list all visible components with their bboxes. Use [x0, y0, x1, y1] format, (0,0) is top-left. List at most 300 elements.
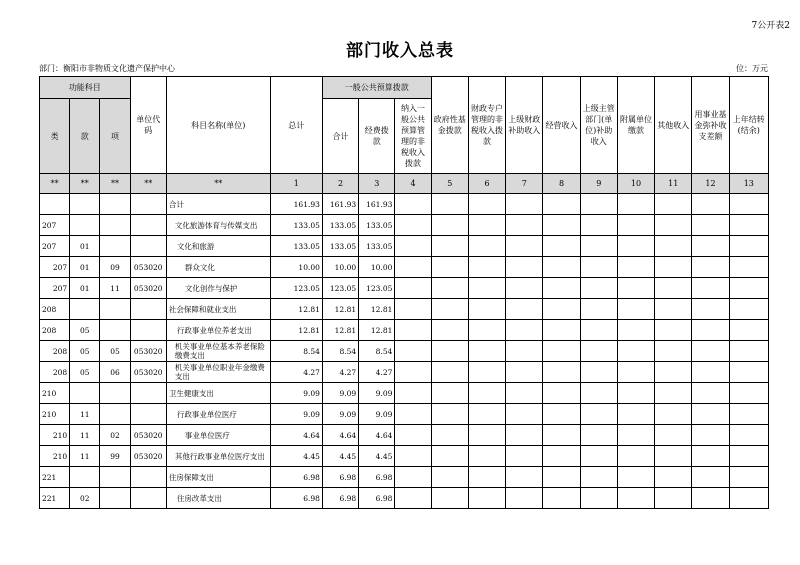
row-unit-code-cell	[130, 383, 166, 404]
header-func-subject: 功能科目	[40, 77, 131, 99]
table-row	[40, 467, 769, 488]
row-empty-cell	[468, 257, 505, 278]
row-empty-cell	[692, 488, 729, 509]
header-unit-code: 单位代码	[130, 77, 166, 174]
row-lei-cell: 210	[40, 425, 70, 446]
row-operating-funds-cell: 133.05	[359, 215, 395, 236]
row-empty-cell	[543, 278, 580, 299]
row-empty-cell	[395, 488, 431, 509]
column-code: **	[166, 174, 270, 194]
row-subtotal-cell: 6.98	[322, 488, 358, 509]
row-empty-cell	[580, 257, 617, 278]
row-empty-cell	[617, 236, 654, 257]
row-empty-cell	[468, 341, 505, 362]
row-lei-cell: 208	[40, 299, 70, 320]
row-empty-cell	[468, 362, 505, 383]
column-code: 2	[322, 174, 358, 194]
row-empty-cell	[506, 362, 543, 383]
row-xiang-cell	[100, 299, 130, 320]
row-empty-cell	[395, 341, 431, 362]
row-empty-cell	[617, 341, 654, 362]
row-operating-funds-cell: 10.00	[359, 257, 395, 278]
row-empty-cell	[468, 467, 505, 488]
header-fiscal-special: 财政专户管理的非税收入拨款	[468, 77, 505, 174]
row-empty-cell	[692, 236, 729, 257]
row-empty-cell	[655, 383, 692, 404]
row-empty-cell	[617, 278, 654, 299]
row-unit-code-cell	[130, 488, 166, 509]
row-unit-code-cell	[130, 467, 166, 488]
row-total-cell: 6.98	[270, 467, 322, 488]
row-subtotal-cell: 133.05	[322, 215, 358, 236]
row-subtotal-cell: 12.81	[322, 299, 358, 320]
row-empty-cell	[468, 278, 505, 299]
row-empty-cell	[506, 320, 543, 341]
row-unit-code-cell	[130, 404, 166, 425]
row-subject-name-cell: 住房改革支出	[166, 488, 270, 509]
row-empty-cell	[543, 299, 580, 320]
column-code: **	[70, 174, 100, 194]
row-total-cell: 10.00	[270, 257, 322, 278]
row-empty-cell	[395, 299, 431, 320]
row-kuan-cell	[70, 194, 100, 215]
row-empty-cell	[506, 236, 543, 257]
table-row	[40, 446, 769, 467]
table-row	[40, 320, 769, 341]
header-total: 总计	[270, 77, 322, 174]
row-empty-cell	[543, 215, 580, 236]
row-empty-cell	[617, 488, 654, 509]
row-subject-name-cell: 事业单位医疗	[166, 425, 270, 446]
header-carryover: 上年结转(结余)	[729, 77, 768, 174]
row-empty-cell	[655, 362, 692, 383]
table-row	[40, 341, 769, 362]
row-empty-cell	[655, 236, 692, 257]
row-empty-cell	[395, 383, 431, 404]
row-empty-cell	[395, 194, 431, 215]
table-row	[40, 425, 769, 446]
row-unit-code-cell: 053020	[130, 341, 166, 362]
table-row	[40, 194, 769, 215]
row-empty-cell	[655, 194, 692, 215]
table-row	[40, 278, 769, 299]
row-kuan-cell	[70, 215, 100, 236]
row-empty-cell	[431, 194, 468, 215]
row-empty-cell	[543, 362, 580, 383]
row-empty-cell	[506, 404, 543, 425]
row-lei-cell: 207	[40, 236, 70, 257]
row-empty-cell	[692, 383, 729, 404]
row-empty-cell	[617, 446, 654, 467]
row-kuan-cell: 01	[70, 257, 100, 278]
row-empty-cell	[431, 341, 468, 362]
row-lei-cell: 207	[40, 257, 70, 278]
row-empty-cell	[543, 488, 580, 509]
column-code: 8	[543, 174, 580, 194]
row-lei-cell: 208	[40, 362, 70, 383]
row-empty-cell	[617, 194, 654, 215]
row-empty-cell	[617, 404, 654, 425]
row-total-cell: 9.09	[270, 404, 322, 425]
row-lei-cell: 210	[40, 383, 70, 404]
row-unit-code-cell: 053020	[130, 362, 166, 383]
row-empty-cell	[580, 383, 617, 404]
row-empty-cell	[617, 215, 654, 236]
row-kuan-cell: 05	[70, 362, 100, 383]
row-operating-funds-cell: 4.27	[359, 362, 395, 383]
row-operating-funds-cell: 6.98	[359, 488, 395, 509]
column-code: 13	[729, 174, 768, 194]
row-empty-cell	[617, 467, 654, 488]
row-empty-cell	[506, 383, 543, 404]
row-xiang-cell: 11	[100, 278, 130, 299]
row-total-cell: 4.45	[270, 446, 322, 467]
row-lei-cell: 207	[40, 215, 70, 236]
row-empty-cell	[543, 404, 580, 425]
table-body	[40, 194, 769, 509]
row-empty-cell	[692, 467, 729, 488]
row-empty-cell	[580, 404, 617, 425]
row-empty-cell	[506, 299, 543, 320]
income-summary-table	[39, 76, 769, 509]
column-code: 5	[431, 174, 468, 194]
row-empty-cell	[580, 236, 617, 257]
row-empty-cell	[617, 362, 654, 383]
table-row	[40, 215, 769, 236]
row-lei-cell: 208	[40, 320, 70, 341]
row-empty-cell	[692, 299, 729, 320]
header-nontax-fiscal: 纳入一般公共预算管理的非税收入拨款	[395, 99, 431, 174]
row-empty-cell	[617, 383, 654, 404]
header-operating-income: 经营收入	[543, 77, 580, 174]
row-empty-cell	[543, 320, 580, 341]
header-superior-subsidy: 上级财政补助收入	[506, 77, 543, 174]
row-empty-cell	[580, 467, 617, 488]
row-empty-cell	[395, 278, 431, 299]
row-empty-cell	[506, 341, 543, 362]
row-empty-cell	[431, 488, 468, 509]
row-empty-cell	[543, 257, 580, 278]
row-empty-cell	[431, 320, 468, 341]
row-subtotal-cell: 123.05	[322, 278, 358, 299]
row-operating-funds-cell: 9.09	[359, 404, 395, 425]
row-empty-cell	[655, 299, 692, 320]
row-empty-cell	[395, 467, 431, 488]
row-empty-cell	[395, 404, 431, 425]
row-empty-cell	[655, 446, 692, 467]
row-empty-cell	[431, 404, 468, 425]
row-lei-cell: 210	[40, 404, 70, 425]
row-lei-cell	[40, 194, 70, 215]
row-xiang-cell: 05	[100, 341, 130, 362]
row-total-cell: 6.98	[270, 488, 322, 509]
row-empty-cell	[543, 341, 580, 362]
row-operating-funds-cell: 6.98	[359, 467, 395, 488]
row-subtotal-cell: 9.09	[322, 404, 358, 425]
row-empty-cell	[729, 278, 768, 299]
row-subject-name-cell: 群众文化	[166, 257, 270, 278]
header-subject-name: 科目名称(单位)	[166, 77, 270, 174]
row-empty-cell	[729, 425, 768, 446]
table-row	[40, 488, 769, 509]
row-empty-cell	[395, 215, 431, 236]
row-unit-code-cell	[130, 215, 166, 236]
row-empty-cell	[543, 383, 580, 404]
row-unit-code-cell: 053020	[130, 425, 166, 446]
row-empty-cell	[506, 446, 543, 467]
header-general-budget: 一般公共预算拨款	[322, 77, 431, 99]
row-empty-cell	[543, 425, 580, 446]
row-empty-cell	[395, 425, 431, 446]
row-empty-cell	[655, 320, 692, 341]
row-empty-cell	[692, 257, 729, 278]
row-operating-funds-cell: 161.93	[359, 194, 395, 215]
row-subject-name-cell: 住房保障支出	[166, 467, 270, 488]
report-number-label: 7公开表2	[751, 21, 790, 31]
row-kuan-cell: 11	[70, 404, 100, 425]
row-operating-funds-cell: 4.45	[359, 446, 395, 467]
row-empty-cell	[617, 257, 654, 278]
row-subject-name-cell: 行政事业单位医疗	[166, 404, 270, 425]
row-subtotal-cell: 9.09	[322, 383, 358, 404]
row-empty-cell	[395, 362, 431, 383]
row-empty-cell	[729, 236, 768, 257]
row-empty-cell	[506, 278, 543, 299]
row-empty-cell	[580, 278, 617, 299]
row-empty-cell	[729, 257, 768, 278]
column-code: 3	[359, 174, 395, 194]
row-subject-name-cell: 文化创作与保护	[166, 278, 270, 299]
row-empty-cell	[692, 278, 729, 299]
row-lei-cell: 221	[40, 467, 70, 488]
department-label: 部门：衡阳市非物质文化遗产保护中心	[39, 64, 175, 73]
row-subtotal-cell: 6.98	[322, 467, 358, 488]
row-empty-cell	[729, 320, 768, 341]
row-empty-cell	[729, 383, 768, 404]
table-row	[40, 257, 769, 278]
row-empty-cell	[729, 194, 768, 215]
column-code: 11	[655, 174, 692, 194]
row-xiang-cell: 02	[100, 425, 130, 446]
row-subject-name-cell: 文化旅游体育与传媒支出	[166, 215, 270, 236]
row-empty-cell	[655, 257, 692, 278]
row-kuan-cell: 11	[70, 425, 100, 446]
row-empty-cell	[431, 236, 468, 257]
row-empty-cell	[580, 341, 617, 362]
row-empty-cell	[580, 425, 617, 446]
row-xiang-cell: 99	[100, 446, 130, 467]
row-empty-cell	[468, 320, 505, 341]
row-empty-cell	[543, 236, 580, 257]
column-code: 7	[506, 174, 543, 194]
row-empty-cell	[431, 467, 468, 488]
column-code-row	[40, 174, 769, 194]
row-empty-cell	[729, 467, 768, 488]
table-row	[40, 362, 769, 383]
row-lei-cell: 221	[40, 488, 70, 509]
row-subtotal-cell: 4.27	[322, 362, 358, 383]
row-xiang-cell	[100, 320, 130, 341]
row-empty-cell	[431, 215, 468, 236]
row-xiang-cell: 06	[100, 362, 130, 383]
row-empty-cell	[431, 278, 468, 299]
header-reserve-fund: 用事业基金弥补收支差额	[692, 77, 729, 174]
column-code: **	[100, 174, 130, 194]
row-empty-cell	[580, 320, 617, 341]
row-xiang-cell	[100, 404, 130, 425]
row-empty-cell	[543, 194, 580, 215]
row-empty-cell	[655, 425, 692, 446]
column-code: 4	[395, 174, 431, 194]
row-operating-funds-cell: 8.54	[359, 341, 395, 362]
row-xiang-cell	[100, 194, 130, 215]
row-kuan-cell: 05	[70, 320, 100, 341]
row-empty-cell	[506, 194, 543, 215]
header-kuan: 款	[70, 99, 100, 174]
row-empty-cell	[729, 299, 768, 320]
header-operating-funds: 经费拨款	[359, 99, 395, 174]
header-subtotal: 合计	[322, 99, 358, 174]
header-affiliated-income: 附属单位缴款	[617, 77, 654, 174]
table-row	[40, 383, 769, 404]
row-kuan-cell: 11	[70, 446, 100, 467]
row-empty-cell	[468, 446, 505, 467]
row-empty-cell	[617, 425, 654, 446]
row-xiang-cell	[100, 236, 130, 257]
row-empty-cell	[468, 236, 505, 257]
row-subject-name-cell: 机关事业单位职业年金缴费支出	[166, 362, 270, 383]
row-kuan-cell	[70, 467, 100, 488]
column-code: 10	[617, 174, 654, 194]
row-xiang-cell	[100, 383, 130, 404]
row-unit-code-cell	[130, 194, 166, 215]
column-code: 9	[580, 174, 617, 194]
row-operating-funds-cell: 12.81	[359, 299, 395, 320]
row-empty-cell	[431, 257, 468, 278]
row-empty-cell	[468, 194, 505, 215]
row-kuan-cell	[70, 299, 100, 320]
row-total-cell: 133.05	[270, 236, 322, 257]
row-empty-cell	[692, 320, 729, 341]
row-total-cell: 123.05	[270, 278, 322, 299]
row-empty-cell	[395, 320, 431, 341]
column-code: **	[130, 174, 166, 194]
row-subject-name-cell: 社会保障和就业支出	[166, 299, 270, 320]
row-empty-cell	[431, 446, 468, 467]
row-empty-cell	[692, 341, 729, 362]
header-gov-fund: 政府性基金拨款	[431, 77, 468, 174]
row-empty-cell	[692, 446, 729, 467]
row-empty-cell	[506, 257, 543, 278]
row-empty-cell	[506, 215, 543, 236]
row-empty-cell	[580, 488, 617, 509]
row-empty-cell	[692, 425, 729, 446]
table-row	[40, 299, 769, 320]
row-empty-cell	[580, 446, 617, 467]
row-empty-cell	[468, 404, 505, 425]
row-empty-cell	[617, 320, 654, 341]
row-operating-funds-cell: 9.09	[359, 383, 395, 404]
row-kuan-cell: 05	[70, 341, 100, 362]
row-empty-cell	[655, 278, 692, 299]
header-xiang: 项	[100, 99, 130, 174]
row-empty-cell	[431, 425, 468, 446]
row-empty-cell	[692, 215, 729, 236]
row-subtotal-cell: 4.45	[322, 446, 358, 467]
row-empty-cell	[543, 467, 580, 488]
row-kuan-cell: 01	[70, 236, 100, 257]
row-total-cell: 4.64	[270, 425, 322, 446]
row-empty-cell	[468, 488, 505, 509]
row-empty-cell	[395, 236, 431, 257]
row-subtotal-cell: 133.05	[322, 236, 358, 257]
row-empty-cell	[692, 404, 729, 425]
row-empty-cell	[692, 362, 729, 383]
row-operating-funds-cell: 123.05	[359, 278, 395, 299]
unit-label: 位：万元	[736, 64, 768, 73]
row-subtotal-cell: 12.81	[322, 320, 358, 341]
row-empty-cell	[655, 215, 692, 236]
row-xiang-cell	[100, 215, 130, 236]
row-empty-cell	[729, 362, 768, 383]
row-subtotal-cell: 161.93	[322, 194, 358, 215]
row-empty-cell	[431, 383, 468, 404]
column-code: 12	[692, 174, 729, 194]
row-total-cell: 12.81	[270, 299, 322, 320]
row-xiang-cell	[100, 467, 130, 488]
row-unit-code-cell: 053020	[130, 446, 166, 467]
row-empty-cell	[468, 425, 505, 446]
row-operating-funds-cell: 4.64	[359, 425, 395, 446]
column-code: **	[40, 174, 70, 194]
row-unit-code-cell	[130, 320, 166, 341]
row-empty-cell	[655, 341, 692, 362]
row-subject-name-cell: 合计	[166, 194, 270, 215]
row-empty-cell	[729, 215, 768, 236]
row-total-cell: 133.05	[270, 215, 322, 236]
page-title: 部门收入总表	[346, 41, 454, 61]
row-total-cell: 12.81	[270, 320, 322, 341]
row-total-cell: 9.09	[270, 383, 322, 404]
row-unit-code-cell: 053020	[130, 257, 166, 278]
row-subtotal-cell: 8.54	[322, 341, 358, 362]
row-empty-cell	[431, 362, 468, 383]
row-empty-cell	[468, 215, 505, 236]
row-empty-cell	[395, 257, 431, 278]
row-subject-name-cell: 机关事业单位基本养老保险缴费支出	[166, 341, 270, 362]
row-empty-cell	[617, 299, 654, 320]
row-operating-funds-cell: 12.81	[359, 320, 395, 341]
row-total-cell: 161.93	[270, 194, 322, 215]
row-empty-cell	[580, 194, 617, 215]
row-kuan-cell: 01	[70, 278, 100, 299]
row-subject-name-cell: 卫生健康支出	[166, 383, 270, 404]
column-code: 6	[468, 174, 505, 194]
table-row	[40, 404, 769, 425]
row-operating-funds-cell: 133.05	[359, 236, 395, 257]
row-empty-cell	[729, 404, 768, 425]
row-empty-cell	[506, 425, 543, 446]
row-empty-cell	[729, 446, 768, 467]
row-empty-cell	[543, 446, 580, 467]
row-total-cell: 8.54	[270, 341, 322, 362]
row-unit-code-cell	[130, 299, 166, 320]
row-empty-cell	[395, 446, 431, 467]
row-lei-cell: 208	[40, 341, 70, 362]
row-empty-cell	[729, 488, 768, 509]
row-lei-cell: 210	[40, 446, 70, 467]
row-subtotal-cell: 4.64	[322, 425, 358, 446]
